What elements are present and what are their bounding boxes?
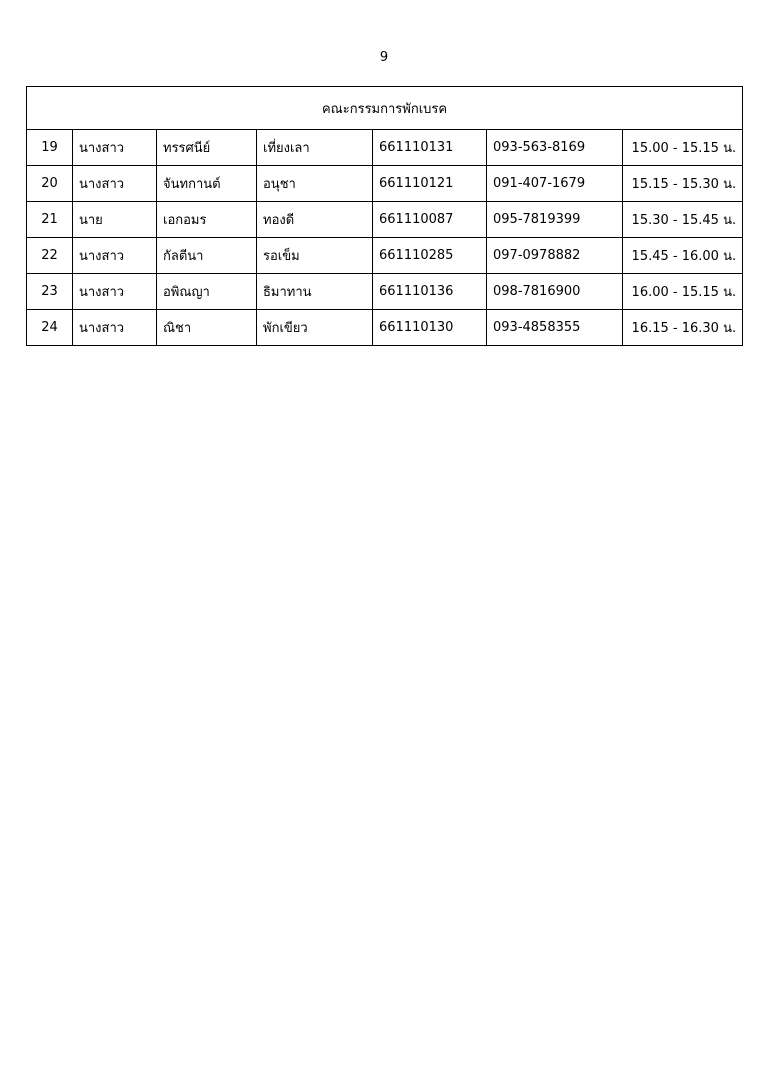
- last-name: รอเข็ม: [257, 238, 373, 274]
- table-row: [27, 238, 743, 274]
- last-name: อนุชา: [257, 166, 373, 202]
- row-number: 20: [27, 166, 73, 202]
- first-name: กัลตีนา: [157, 238, 257, 274]
- last-name: พักเขียว: [257, 310, 373, 346]
- table-row: [27, 274, 743, 310]
- row-number: 23: [27, 274, 73, 310]
- first-name: เอกอมร: [157, 202, 257, 238]
- last-name: ทองดี: [257, 202, 373, 238]
- committee-title: คณะกรรมการพักเบรค: [27, 87, 743, 130]
- table-title-row: [27, 87, 743, 130]
- committee-table: [26, 86, 743, 346]
- phone-number: 093-4858355: [487, 310, 623, 346]
- name-prefix: นางสาว: [73, 310, 157, 346]
- name-prefix: นาย: [73, 202, 157, 238]
- student-id: 661110130: [373, 310, 487, 346]
- name-prefix: นางสาว: [73, 238, 157, 274]
- first-name: ทรรศนีย์: [157, 130, 257, 166]
- phone-number: 095-7819399: [487, 202, 623, 238]
- first-name: จันทกานต์: [157, 166, 257, 202]
- first-name: อพิณญา: [157, 274, 257, 310]
- table-row: [27, 310, 743, 346]
- name-prefix: นางสาว: [73, 274, 157, 310]
- phone-number: 093-563-8169: [487, 130, 623, 166]
- name-prefix: นางสาว: [73, 166, 157, 202]
- row-number: 24: [27, 310, 73, 346]
- time-slot: 16.00 - 15.15 น.: [623, 274, 743, 310]
- time-slot: 16.15 - 16.30 น.: [623, 310, 743, 346]
- table-row: [27, 166, 743, 202]
- student-id: 661110087: [373, 202, 487, 238]
- first-name: ณิชา: [157, 310, 257, 346]
- row-number: 19: [27, 130, 73, 166]
- student-id: 661110121: [373, 166, 487, 202]
- row-number: 21: [27, 202, 73, 238]
- name-prefix: นางสาว: [73, 130, 157, 166]
- page-number: 9: [379, 50, 389, 65]
- phone-number: 091-407-1679: [487, 166, 623, 202]
- student-id: 661110136: [373, 274, 487, 310]
- time-slot: 15.30 - 15.45 น.: [623, 202, 743, 238]
- student-id: 661110131: [373, 130, 487, 166]
- table-row: [27, 130, 743, 166]
- phone-number: 098-7816900: [487, 274, 623, 310]
- student-id: 661110285: [373, 238, 487, 274]
- time-slot: 15.15 - 15.30 น.: [623, 166, 743, 202]
- last-name: ธิมาทาน: [257, 274, 373, 310]
- phone-number: 097-0978882: [487, 238, 623, 274]
- last-name: เที่ยงเลา: [257, 130, 373, 166]
- time-slot: 15.00 - 15.15 น.: [623, 130, 743, 166]
- row-number: 22: [27, 238, 73, 274]
- table-row: [27, 202, 743, 238]
- time-slot: 15.45 - 16.00 น.: [623, 238, 743, 274]
